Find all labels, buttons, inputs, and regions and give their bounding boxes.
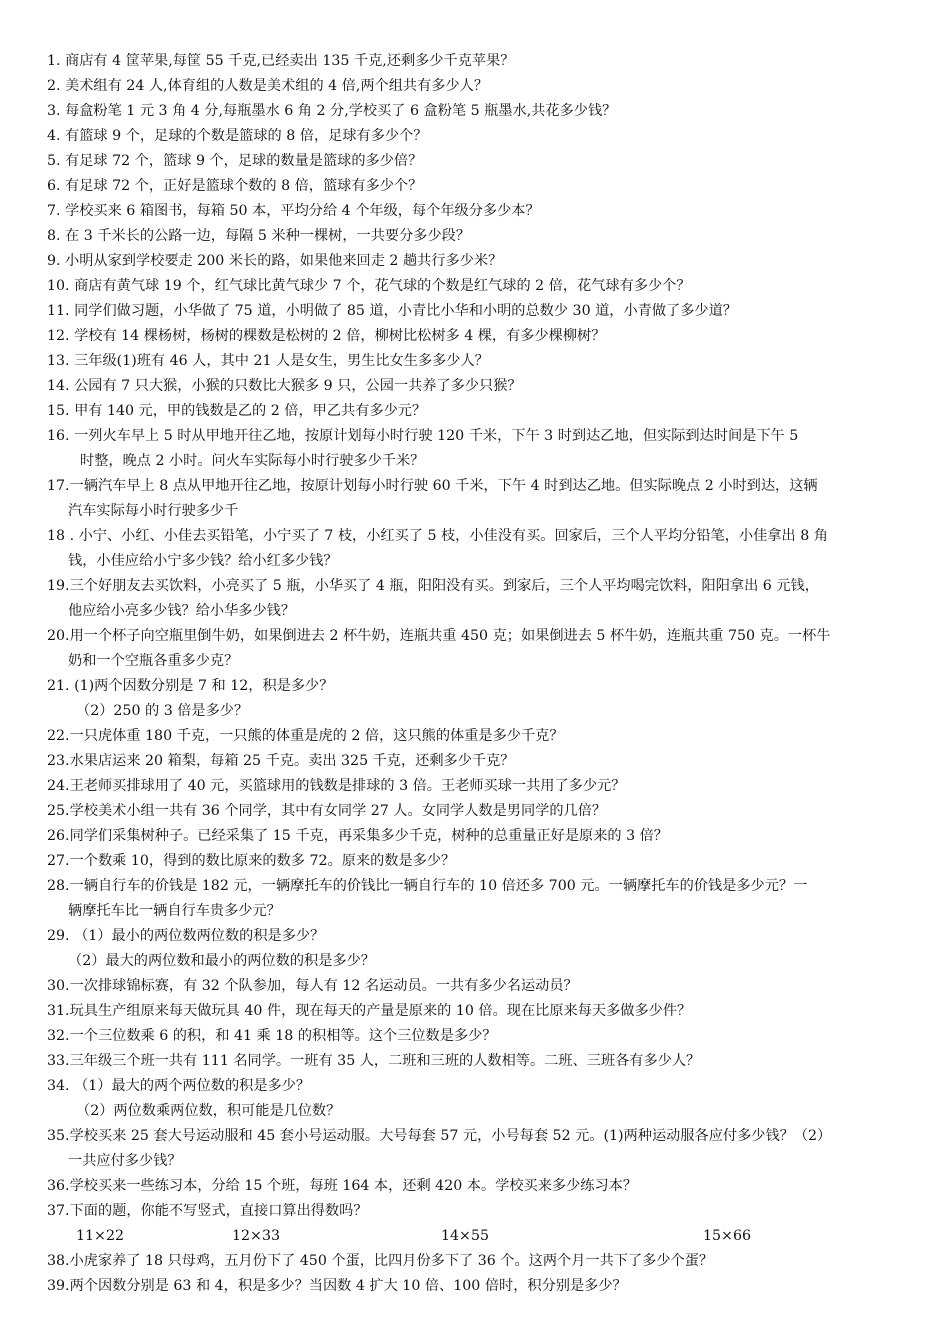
question-line: 22.一只虎体重 180 千克，一只熊的体重是虎的 2 倍，这只熊的体重是多少千克？ (47, 728, 564, 744)
mental-math-item: 12×33 (232, 1228, 280, 1244)
question-line: 20.用一个杯子向空瓶里倒牛奶，如果倒进去 2 杯牛奶，连瓶共重 450 克；如果倒进去 5 杯牛奶，连瓶共重 750 克。一杯牛 (47, 628, 831, 644)
question-line: 37.下面的题，你能不写竖式，直接口算出得数吗？ (47, 1203, 368, 1219)
question-line: 39.两个因数分别是 63 和 4，积是多少？当因数 4 扩大 10 倍、100 倍时，积分别是多少？ (47, 1278, 627, 1294)
question-line: 19.三个好朋友去买饮料，小亮买了 5 瓶，小华买了 4 瓶，阳阳没有买。到家后，三个人平均喝完饮料，阳阳拿出 6 元钱， (47, 578, 819, 594)
question-line: 32.一个三位数乘 6 的积，和 41 乘 18 的积相等。这个三位数是多少？ (47, 1028, 497, 1044)
question-line: 13. 三年级(1)班有 46 人，其中 21 人是女生，男生比女生多多少人？ (47, 353, 489, 369)
question-line: 17.一辆汽车早上 8 点从甲地开往乙地，按原计划每小时行驶 60 千米，下午 4 时到达乙地。但实际晚点 2 小时到达，这辆 (47, 478, 818, 494)
question-line: 3. 每盒粉笔 1 元 3 角 4 分,每瓶墨水 6 角 2 分,学校买了 6 盒粉笔 5 瓶墨水,共花多少钱？ (47, 103, 617, 119)
question-line: 31.玩具生产组原来每天做玩具 40 件，现在每天的产量是原来的 10 倍。现在比原来每天多做多少件？ (47, 1003, 692, 1019)
question-line: 12. 学校有 14 棵杨树，杨树的棵数是松树的 2 倍，柳树比松树多 4 棵，有多少棵柳树？ (47, 328, 606, 344)
question-line: 7. 学校买来 6 箱图书，每箱 50 本，平均分给 4 个年级，每个年级分多少本？ (47, 203, 540, 219)
question-line-cont: （2）最大的两位数和最小的两位数的积是多少？ (68, 953, 375, 969)
question-line: 16. 一列火车早上 5 时从甲地开往乙地，按原计划每小时行驶 120 千米，下午 3 时到达乙地，但实际到达时间是下午 5 (47, 428, 799, 444)
question-line: 6. 有足球 72 个，正好是篮球个数的 8 倍，篮球有多少个？ (47, 178, 423, 194)
question-line: 26.同学们采集树种子。已经采集了 15 千克，再采集多少千克，树种的总重量正好是原来的 3 倍？ (47, 828, 668, 844)
question-line: 24.王老师买排球用了 40 元，买篮球用的钱数是排球的 3 倍。王老师买球一共用了多少元？ (47, 778, 626, 794)
question-line: 14. 公园有 7 只大猴，小猴的只数比大猴多 9 只，公园一共养了多少只猴？ (47, 378, 522, 394)
question-line: 25.学校美术小组一共有 36 个同学，其中有女同学 27 人。女同学人数是男同学的几倍？ (47, 803, 607, 819)
question-line: 38.小虎家养了 18 只母鸡，五月份下了 450 个蛋，比四月份多下了 36 个。这两个月一共下了多少个蛋？ (47, 1253, 714, 1269)
question-line: 28.一辆自行车的价钱是 182 元，一辆摩托车的价钱比一辆自行车的 10 倍还多 700 元。一辆摩托车的价钱是多少元？一 (47, 878, 808, 894)
question-line: 33.三年级三个班一共有 111 名同学。一班有 35 人，二班和三班的人数相等。二班、三班各有多少人？ (47, 1053, 701, 1069)
question-line: 35.学校买来 25 套大号运动服和 45 套小号运动服。大号每套 57 元，小号每套 52 元。(1)两种运动服各应付多少钱？（2） (47, 1128, 832, 1144)
question-line: 11. 同学们做习题，小华做了 75 道，小明做了 85 道，小青比小华和小明的总数少 30 道，小青做了多少道？ (47, 303, 737, 319)
question-line: 34. （1）最大的两个两位数的积是多少？ (47, 1078, 311, 1094)
question-line: 18 . 小宁、小红、小佳去买铅笔，小宁买了 7 枝，小红买了 5 枝，小佳没有买。回家后，三个人平均分铅笔，小佳拿出 8 角 (47, 528, 828, 544)
question-line-cont: 一共应付多少钱？ (68, 1153, 182, 1169)
question-line-cont: 钱，小佳应给小宁多少钱？给小红多少钱？ (68, 553, 338, 569)
question-line-cont: 奶和一个空瓶各重多少克？ (68, 653, 239, 669)
question-line-cont: 辆摩托车比一辆自行车贵多少元？ (68, 903, 281, 919)
question-line: 29. （1）最小的两位数两位数的积是多少？ (47, 928, 325, 944)
question-line-cont: （2）两位数乘两位数，积可能是几位数？ (76, 1103, 341, 1119)
question-line: 10. 商店有黄气球 19 个，红气球比黄气球少 7 个，花气球的个数是红气球的 2 倍，花气球有多少个？ (47, 278, 691, 294)
mental-math-item: 15×66 (703, 1228, 751, 1244)
question-line: 8. 在 3 千米长的公路一边，每隔 5 米种一棵树，一共要分多少段？ (47, 228, 471, 244)
question-line: 27.一个数乘 10，得到的数比原来的数多 72。原来的数是多少？ (47, 853, 456, 869)
question-line: 5. 有足球 72 个，篮球 9 个，足球的数量是篮球的多少倍？ (47, 153, 423, 169)
question-line: 30.一次排球锦标赛，有 32 个队参加，每人有 12 名运动员。一共有多少名运动员？ (47, 978, 578, 994)
mental-math-item: 11×22 (76, 1228, 124, 1244)
question-line: 1. 商店有 4 筐苹果,每筐 55 千克,已经卖出 135 千克,还剩多少千克苹果？ (47, 53, 515, 69)
question-line: 36.学校买来一些练习本，分给 15 个班，每班 164 本，还剩 420 本。学校买来多少练习本？ (47, 1178, 638, 1194)
question-line: 2. 美术组有 24 人,体育组的人数是美术组的 4 倍,两个组共有多少人？ (47, 78, 489, 94)
question-line: 9. 小明从家到学校要走 200 米长的路，如果他来回走 2 趟共行多少米？ (47, 253, 503, 269)
question-line-cont: 时整，晚点 2 小时。问火车实际每小时行驶多少千米？ (80, 453, 425, 469)
question-line-cont: 汽车实际每小时行驶多少千 (68, 503, 239, 519)
question-line-cont: （2）250 的 3 倍是多少？ (76, 703, 249, 719)
question-line: 23.水果店运来 20 箱梨，每箱 25 千克。卖出 325 千克，还剩多少千克？ (47, 753, 515, 769)
question-line: 4. 有篮球 9 个，足球的个数是篮球的 8 倍，足球有多少个？ (47, 128, 428, 144)
question-line-cont: 他应给小亮多少钱？给小华多少钱？ (68, 603, 296, 619)
mental-math-item: 14×55 (441, 1228, 489, 1244)
question-line: 21. (1)两个因数分别是 7 和 12，积是多少？ (47, 678, 334, 694)
question-line: 15. 甲有 140 元，甲的钱数是乙的 2 倍，甲乙共有多少元？ (47, 403, 427, 419)
